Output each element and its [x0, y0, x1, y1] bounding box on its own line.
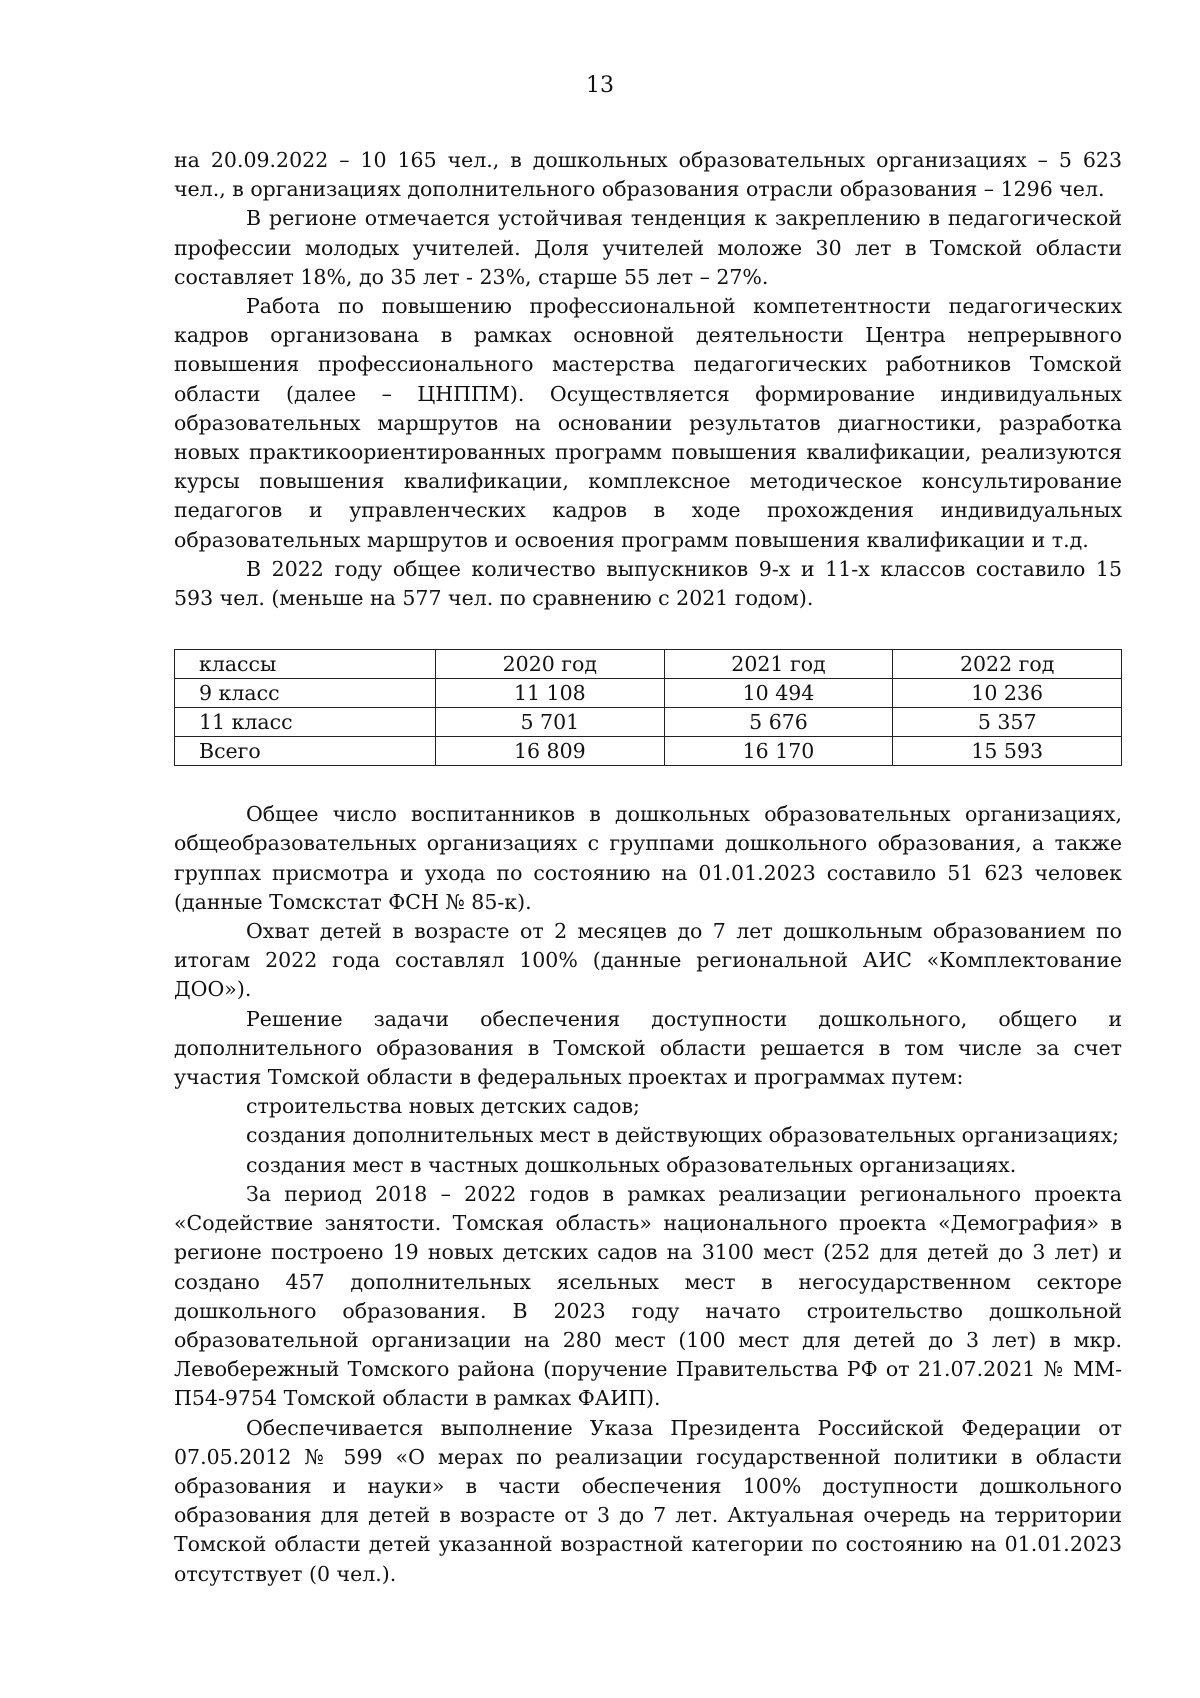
table-cell: 5 701 — [436, 708, 665, 737]
graduates-table — [174, 649, 1122, 766]
list-item: создания дополнительных мест в действующих образовательных организациях; — [246, 1123, 1120, 1148]
header-classes: классы — [175, 650, 436, 679]
header-2020: 2020 год — [436, 650, 665, 679]
table-cell: 5 676 — [664, 708, 893, 737]
paragraph-cnppm: Работа по повышению профессиональной компетентности педагогических кадров организована в рамках основной деятельности Центра непрерывного повышения профессионального мастерства педагогических работников Томской области (далее – ЦНППМ). Осуществляется формирование индивидуальных образовательных маршрутов на основании результатов диагностики, разработка новых практикоориентированных программ повышения квалификации, реализуются курсы повышения квалификации, комплексное методическое консультирование педагогов и управленческих кадров в ходе прохождения индивидуальных образовательных маршрутов и освоения программ повышения квалификации и т.д. — [174, 294, 1122, 552]
table-cell: 10 236 — [893, 679, 1122, 708]
table-cell: 9 класс — [175, 679, 436, 708]
header-2021: 2021 год — [664, 650, 893, 679]
paragraph-demography-project: За период 2018 – 2022 годов в рамках реализации регионального проекта «Содействие занятости. Томская область» национального проекта «Демография» в регионе построено 19 новых детских садов на 3100 мест (252 для детей до 3 лет) и создано 457 дополнительных ясельных мест в негосударственном секторе дошкольного образования. В 2023 году начато строительство дошкольной образовательной организации на 280 мест (100 мест для детей до 3 лет) в мкр. Левобережный Томского района (поручение Правительства РФ от 21.07.2021 № ММ-П54-9754 Томской области в рамках ФАИП). — [174, 1181, 1122, 1411]
table-row — [175, 679, 1122, 708]
table-cell: 10 494 — [664, 679, 893, 708]
document-body — [174, 146, 1122, 1589]
list-item: строительства новых детских садов; — [246, 1094, 640, 1119]
paragraph-presidential-decree: Обеспечивается выполнение Указа Президента Российской Федерации от 07.05.2012 № 599 «О мерах по реализации государственной политики в области образования и науки» в части обеспечения 100% доступности дошкольного образования для детей в возрасте от 3 до 7 лет. Актуальная очередь на территории Томской области детей указанной возрастной категории по состоянию на 01.01.2023 отсутствует (0 чел.). — [174, 1415, 1122, 1586]
table-cell: Всего — [175, 737, 436, 766]
table-cell: 16 170 — [664, 737, 893, 766]
paragraph-preschool-total: Общее число воспитанников в дошкольных образовательных организациях, общеобразовательных организациях с группами дошкольного образования, а также группах присмотра и ухода по состоянию на 01.01.2023 составило 51 623 человек (данные Томскстат ФСН № 85-к). — [174, 802, 1122, 914]
table-cell: 11 класс — [175, 708, 436, 737]
table-cell: 11 108 — [436, 679, 665, 708]
table-row — [175, 737, 1122, 766]
paragraph-coverage: Охват детей в возрасте от 2 месяцев до 7 лет дошкольным образованием по итогам 2022 года составлял 100% (данные региональной АИС «Комплектование ДОО»). — [174, 919, 1122, 1002]
table-row — [175, 708, 1122, 737]
paragraph-graduates: В 2022 году общее количество выпускников 9-х и 11-х классов составило 15 593 чел. (меньше на 577 чел. по сравнению с 2021 годом). — [174, 556, 1122, 611]
header-2022: 2022 год — [893, 650, 1122, 679]
table-cell: 16 809 — [436, 737, 665, 766]
table-header-row — [175, 650, 1122, 679]
graduates-table-wrapper — [174, 613, 1122, 800]
paragraph-staff-counts: на 20.09.2022 – 10 165 чел., в дошкольных образовательных организациях – 5 623 чел., в организациях дополнительного образования отрасли образования – 1296 чел. — [174, 148, 1122, 202]
paragraph-young-teachers: В регионе отмечается устойчивая тенденция к закреплению в педагогической профессии молодых учителей. Доля учителей моложе 30 лет в Томской области составляет 18%, до 35 лет - 23%, старше 55 лет – 27%. — [174, 206, 1122, 289]
paragraph-accessibility: Решение задачи обеспечения доступности дошкольного, общего и дополнительного образования в Томской области решается в том числе за счет участия Томской области в федеральных проектах и программах путем: — [174, 1006, 1122, 1090]
table-cell: 15 593 — [893, 737, 1122, 766]
list-item: создания мест в частных дошкольных образовательных организациях. — [246, 1152, 1017, 1177]
page-number: 13 — [586, 73, 614, 98]
table-cell: 5 357 — [893, 708, 1122, 737]
